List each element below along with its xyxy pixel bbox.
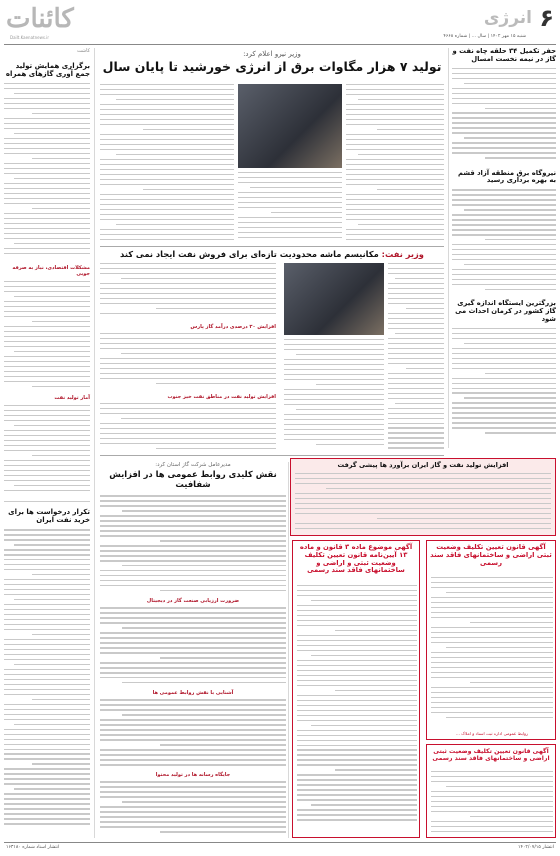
main-kicker: وزیر نیرو اعلام کرد: <box>243 50 301 58</box>
oil-minister-body-right <box>388 263 444 453</box>
left-article-1-body-3 <box>4 405 90 495</box>
ad-3 <box>426 744 556 838</box>
left-article-2-body <box>4 529 90 829</box>
oil-minister-left-col <box>100 263 276 453</box>
left-subhead-2: آمار تولید نفت <box>54 395 90 402</box>
ad-3-header: آگهی قانون تعیین تکلیف وضعیت ثبتی اراضی و ساختمانهای فاقد سند رسمی <box>432 748 550 763</box>
right-article-2-body <box>452 189 556 294</box>
oil-minister-body-mid <box>284 339 384 453</box>
right-headline-1: حفر تکمیل ۳۴ حلقه چاه نفت و گاز در نیمه نخست امسال <box>452 47 556 63</box>
ad-2 <box>426 540 556 740</box>
pr-kicker: مدیرعامل شرکت گاز استان کرد: <box>155 462 231 468</box>
oil-minister-article <box>100 246 444 456</box>
right-article-1-body <box>452 68 556 164</box>
ad-3-body <box>431 771 553 835</box>
oil-minister-headline <box>100 250 444 260</box>
ad-1-body <box>297 585 417 835</box>
footer-right: انتشار ۱۴۰۲/۰۷/۱۵ <box>518 845 554 850</box>
pr-subhead-2: آشنایی با نقش روابط عمومی ها <box>152 690 234 697</box>
right-column <box>452 48 556 448</box>
issue-line: شنبه ۱۵ مهر ۱۴۰۲ | سال ... | شماره ۴۶۶۸ <box>443 34 526 39</box>
oil-minister-title: مکانیسم ماشه محدودیت تازه‌ای برای فروش نفت ایجاد نمی کند <box>120 249 379 259</box>
pr-headline: نقش کلیدی روابط عمومی ها در افزایش شفافیت <box>109 469 277 489</box>
ad-2-note: روابط عمومی اداره ثبت اسناد و املاک ... <box>455 731 529 736</box>
band-headline: افزایش تولید نفت و گاز ایران برآورد ها پیشی گرفت <box>337 461 509 469</box>
pr-article <box>100 462 286 838</box>
right-article-3-body <box>452 328 556 436</box>
left-article-1-body-2 <box>4 281 90 391</box>
oil-minister-kicker: وزیر نفت: <box>381 249 424 259</box>
logo-subtitle: Dailt.Kaenatnews.ir <box>10 35 49 40</box>
masthead-rule <box>4 44 556 45</box>
left-column <box>4 48 90 838</box>
ad-1 <box>292 540 420 838</box>
main-photo <box>238 84 342 168</box>
left-article-1-body <box>4 83 90 261</box>
ad-1-header: آگهی موضوع ماده ۳ قانون و ماده ۱۳ آیین‌نامه قانون تعیین تکلیف وضعیت ثبتی و اراضی و ساختمانهای فاقد سند رسمی <box>299 543 413 575</box>
left-headline-1: برگزاری همایش تولید جمع آوری گازهای همراه <box>5 62 90 79</box>
oil-subhead-1: افزایش ۳۰ درصدی درآمد گاز پارس <box>190 324 276 330</box>
left-headline-2: تکرار درخواست ها برای خرید نفت ایران <box>8 508 90 525</box>
newspaper-logo: کائنات <box>6 4 74 34</box>
main-article-body-left <box>100 84 234 244</box>
left-subhead-1: مشکلات اقتصادی، نیاز به صرفه جویی <box>12 265 90 278</box>
pr-subhead-1: ضرورت ارزیابی صنعت گاز در دیجیتال <box>146 598 240 605</box>
oil-subhead-2: افزایش تولید نفت در مناطق نفت خیز جنوب <box>167 394 276 400</box>
ad-2-header: آگهی قانون تعیین تکلیف وضعیت ثبتی اراضی و ساختمانهای فاقد سند رسمی <box>430 543 552 567</box>
section-title: انرژی <box>483 8 532 28</box>
right-lower-body <box>452 450 556 456</box>
oil-minister-photo <box>284 263 384 335</box>
band-box <box>290 458 556 536</box>
main-article-body-mid <box>238 172 342 244</box>
right-headline-2: نیروگاه برق منطقه آزاد قشم به بهره برداری رسید <box>458 168 556 185</box>
left-sidebar-label: کاشت <box>76 48 90 54</box>
main-article-body-right <box>346 84 444 244</box>
page-number: ۶ <box>539 4 554 32</box>
right-headline-3: بزرگترین ایستگاه اندازه گیری گاز کشور در کرمان احداث می شود <box>455 299 556 323</box>
ad-2-body <box>431 577 553 727</box>
main-headline: تولید ۷ هزار مگاوات برق از انرژی خورشید تا پایان سال <box>102 59 442 74</box>
pr-subhead-3: جایگاه رسانه ها در تولید محتوا <box>155 772 231 779</box>
band-body <box>295 473 551 533</box>
footer-left: انتشار اسناد شماره ۱۶۳۱۸۰ <box>6 845 60 850</box>
